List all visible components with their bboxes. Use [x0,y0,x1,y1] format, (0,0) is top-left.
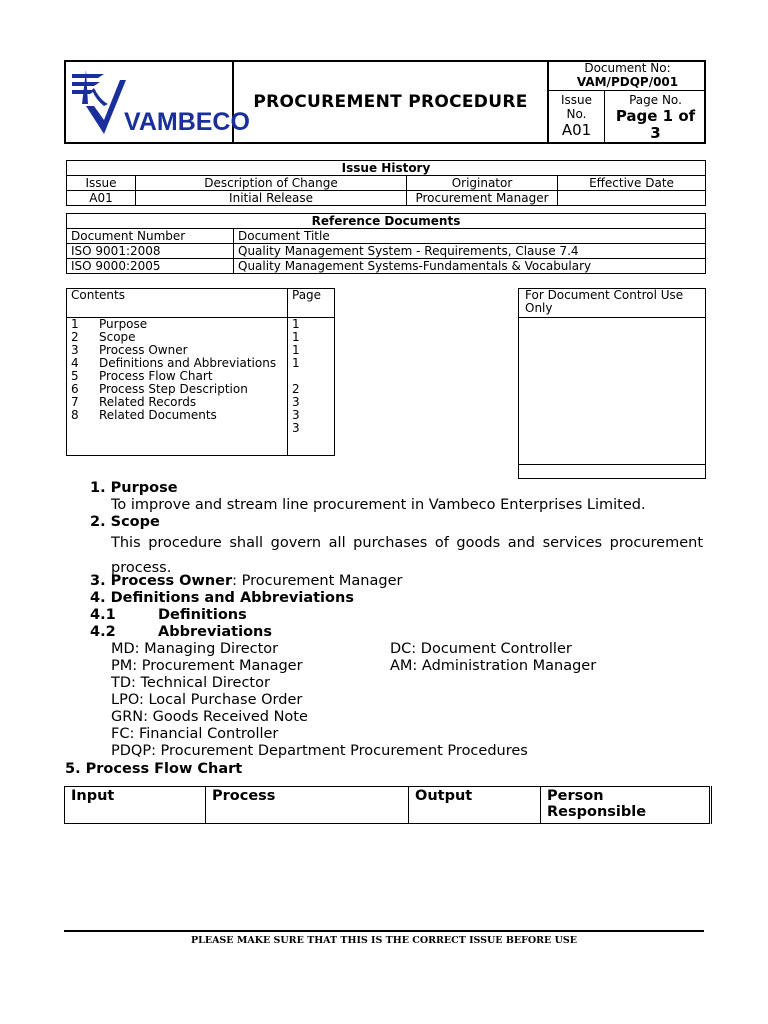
document-title: PROCUREMENT PROCEDURE [253,92,528,112]
col-header: Input [65,787,206,824]
document-control-box [518,288,706,479]
list-item: 6 Process Step Description [71,382,248,396]
cell: ISO 9001:2008 [67,244,234,259]
reference-documents-title: Reference Documents [67,214,706,229]
cell: ISO 9000:2005 [67,259,234,274]
footer-rule [64,930,704,932]
list-item: FC: Financial Controller [111,726,279,742]
list-item: DC: Document Controller [390,641,572,657]
issue-value: A01 [561,121,592,139]
abbreviations-subheading: 4.2 Abbreviations [90,624,272,640]
col-header: Originator [407,176,558,191]
contents-pages: 1 1 1 1 2 3 3 3 [288,318,335,456]
document-control-label: For Document Control Use Only [519,289,705,318]
col-header: Description of Change [136,176,407,191]
cell: Quality Management System - Requirements, Clause 7.4 [234,244,706,259]
col-header: Person Responsible [541,787,711,824]
list-item: LPO: Local Purchase Order [111,692,303,708]
col-header: Document Number [67,229,234,244]
cell: A01 [67,191,136,206]
table-row [67,259,706,274]
definitions-heading: 4. Definitions and Abbreviations [90,590,354,606]
scope-text: This procedure shall govern all purchases of goods and services procurement process. [111,535,703,576]
purpose-heading: 1. Purpose [90,480,178,496]
contents-table [66,288,335,456]
footer-notice: PLEASE MAKE SURE THAT THIS IS THE CORRECT ISSUE BEFORE USE [191,935,577,946]
issue-history-title: Issue History [67,161,706,176]
logo-cell [64,60,250,144]
vambeco-logo [64,60,250,140]
page-value-2: 3 [650,124,661,142]
col-header: Document Title [234,229,706,244]
contents-header: Contents [67,289,288,318]
page-value-1: Page 1 of [615,107,696,125]
list-item: PM: Procurement Manager [111,658,303,674]
list-item: 2 Scope [71,330,136,344]
col-header: Output [409,787,541,824]
issue-label-2: No. [566,107,587,121]
page-label: Page No. [629,93,682,107]
list-item: GRN: Goods Received Note [111,709,308,725]
owner-heading: 3. Process Owner [90,573,233,589]
cell: Initial Release [136,191,407,206]
cell [558,191,706,206]
list-item: 5 Process Flow Chart [71,369,213,383]
list-item: 3 Process Owner [71,343,188,357]
doc-no-label: Document No: [584,61,671,75]
reference-documents-table [66,213,706,274]
list-item: 7 Related Records [71,395,197,409]
definitions-subheading: 4.1 Definitions [90,607,247,623]
issue-label-1: Issue [560,93,593,107]
purpose-text: To improve and stream line procurement in Vambeco Enterprises Limited. [111,497,646,513]
document-number-cell [547,60,706,91]
col-header: Process [206,787,409,824]
logo-text: VAMBECO [124,108,250,136]
table-row [67,191,706,206]
owner-text: : Procurement Manager [232,573,403,589]
contents-list [67,318,288,456]
owner-line [90,573,402,590]
col-header: Issue [67,176,136,191]
page-number-cell [605,91,706,144]
doc-no-value: VAM/PDQP/001 [576,75,679,89]
issue-history-table [66,160,706,206]
list-item: PDQP: Procurement Department Procurement Procedures [111,743,528,759]
cell: Procurement Manager [407,191,558,206]
table-row [67,244,706,259]
scope-heading: 2. Scope [90,514,160,530]
cell: Quality Management Systems-Fundamentals & Vocabulary [234,259,706,274]
page-header: Page [288,289,335,318]
flow-chart-heading: 5. Process Flow Chart [65,761,243,777]
list-item: 8 Related Documents [71,408,217,422]
list-item: 4 Definitions and Abbreviations [71,356,277,370]
issue-cell [547,91,605,144]
list-item: AM: Administration Manager [390,658,597,674]
abbreviations-right [390,641,596,675]
process-flow-table [64,786,712,824]
list-item: MD: Managing Director [111,641,279,657]
list-item: TD: Technical Director [111,675,270,691]
col-header: Effective Date [558,176,706,191]
list-item: 1 Purpose [71,317,148,331]
